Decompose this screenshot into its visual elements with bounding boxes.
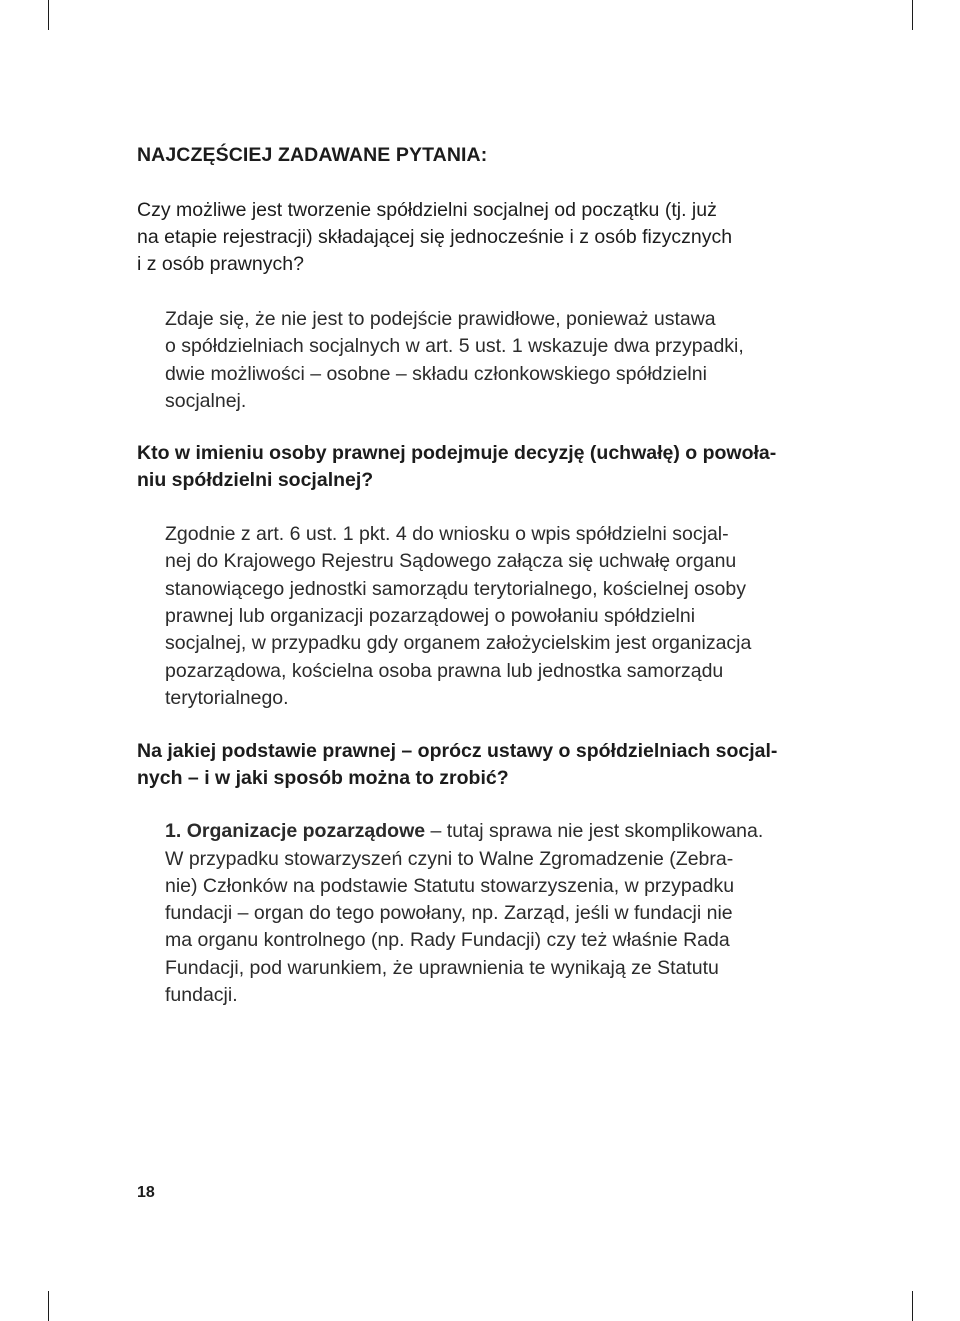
- answer-1-line: Zdaje się, że nie jest to podejście prawidłowe, ponieważ ustawa: [165, 308, 716, 330]
- question-3-line: nych – i w jaki sposób można to zrobić?: [137, 767, 509, 790]
- answer-1-line: o spółdzielniach socjalnych w art. 5 ust. 1 wskazuje dwa przypadki,: [165, 335, 744, 358]
- answer-2-line: Zgodnie z art. 6 ust. 1 pkt. 4 do wniosku o wpis spółdzielni socjal-: [165, 523, 729, 546]
- question-1-line: i z osób prawnych?: [137, 253, 304, 275]
- answer-3: [165, 818, 817, 1009]
- answer-2-line: nej do Krajowego Rejestru Sądowego załącza się uchwałę organu: [165, 550, 737, 573]
- crop-mark-top-right: [912, 0, 913, 30]
- answer-2-line: socjalnej, w przypadku gdy organem założycielskim jest organizacja: [165, 632, 752, 655]
- page-title: NAJCZĘŚCIEJ ZADAWANE PYTANIA:: [137, 144, 488, 166]
- answer-3-line: nie) Członków na podstawie Statutu stowarzyszenia, w przypadku: [165, 874, 735, 897]
- question-2-line: Kto w imieniu osoby prawnej podejmuje decyzję (uchwałę) o powoła-: [137, 442, 777, 465]
- list-lead: Organizacje pozarządowe: [186, 820, 426, 843]
- answer-1: [165, 306, 817, 415]
- answer-3-line: fundacji.: [165, 984, 238, 1007]
- question-1: [137, 197, 817, 278]
- crop-mark-bottom-left: [48, 1291, 49, 1321]
- answer-3-first-line: [165, 818, 817, 845]
- crop-mark-top-left: [48, 0, 49, 30]
- question-3: [137, 738, 817, 792]
- answer-1-line: socjalnej.: [165, 389, 247, 412]
- list-number: 1.: [165, 820, 182, 843]
- answer-2-line: prawnej lub organizacji pozarządowej o powołaniu spółdzielni: [165, 605, 696, 628]
- answer-3-line: fundacji – organ do tego powołany, np. Zarząd, jeśli w fundacji nie: [165, 902, 733, 925]
- question-3-line: Na jakiej podstawie prawnej – oprócz ustawy o spółdzielniach socjal-: [137, 740, 778, 763]
- page-content: [137, 142, 817, 1009]
- answer-3-line: Fundacji, pod warunkiem, że uprawnienia te wynikają ze Statutu: [165, 956, 719, 979]
- answer-2-line: stanowiącego jednostki samorządu terytorialnego, kościelnej osoby: [165, 577, 746, 600]
- answer-3-line: W przypadku stowarzyszeń czyni to Walne Zgromadzenie (Zebra-: [165, 847, 734, 870]
- answer-2-line: pozarządowa, kościelna osoba prawna lub jednostka samorządu: [165, 659, 724, 682]
- page-number: 18: [137, 1184, 155, 1201]
- answer-2-line: terytorialnego.: [165, 686, 289, 709]
- question-2: [137, 440, 817, 494]
- list-lead-rest: – tutaj sprawa nie jest skomplikowana.: [425, 820, 764, 843]
- crop-mark-bottom-right: [912, 1291, 913, 1321]
- question-2-line: niu spółdzielni socjalnej?: [137, 469, 374, 492]
- question-1-line: Czy możliwe jest tworzenie spółdzielni socjalnej od początku (tj. już: [137, 199, 717, 221]
- answer-3-line: ma organu kontrolnego (np. Rady Fundacji) czy też właśnie Rada: [165, 929, 730, 952]
- answer-2: [165, 521, 817, 712]
- answer-1-line: dwie możliwości – osobne – składu członkowskiego spółdzielni: [165, 362, 707, 385]
- question-1-line: na etapie rejestracji) składającej się jednocześnie i z osób fizycznych: [137, 226, 733, 248]
